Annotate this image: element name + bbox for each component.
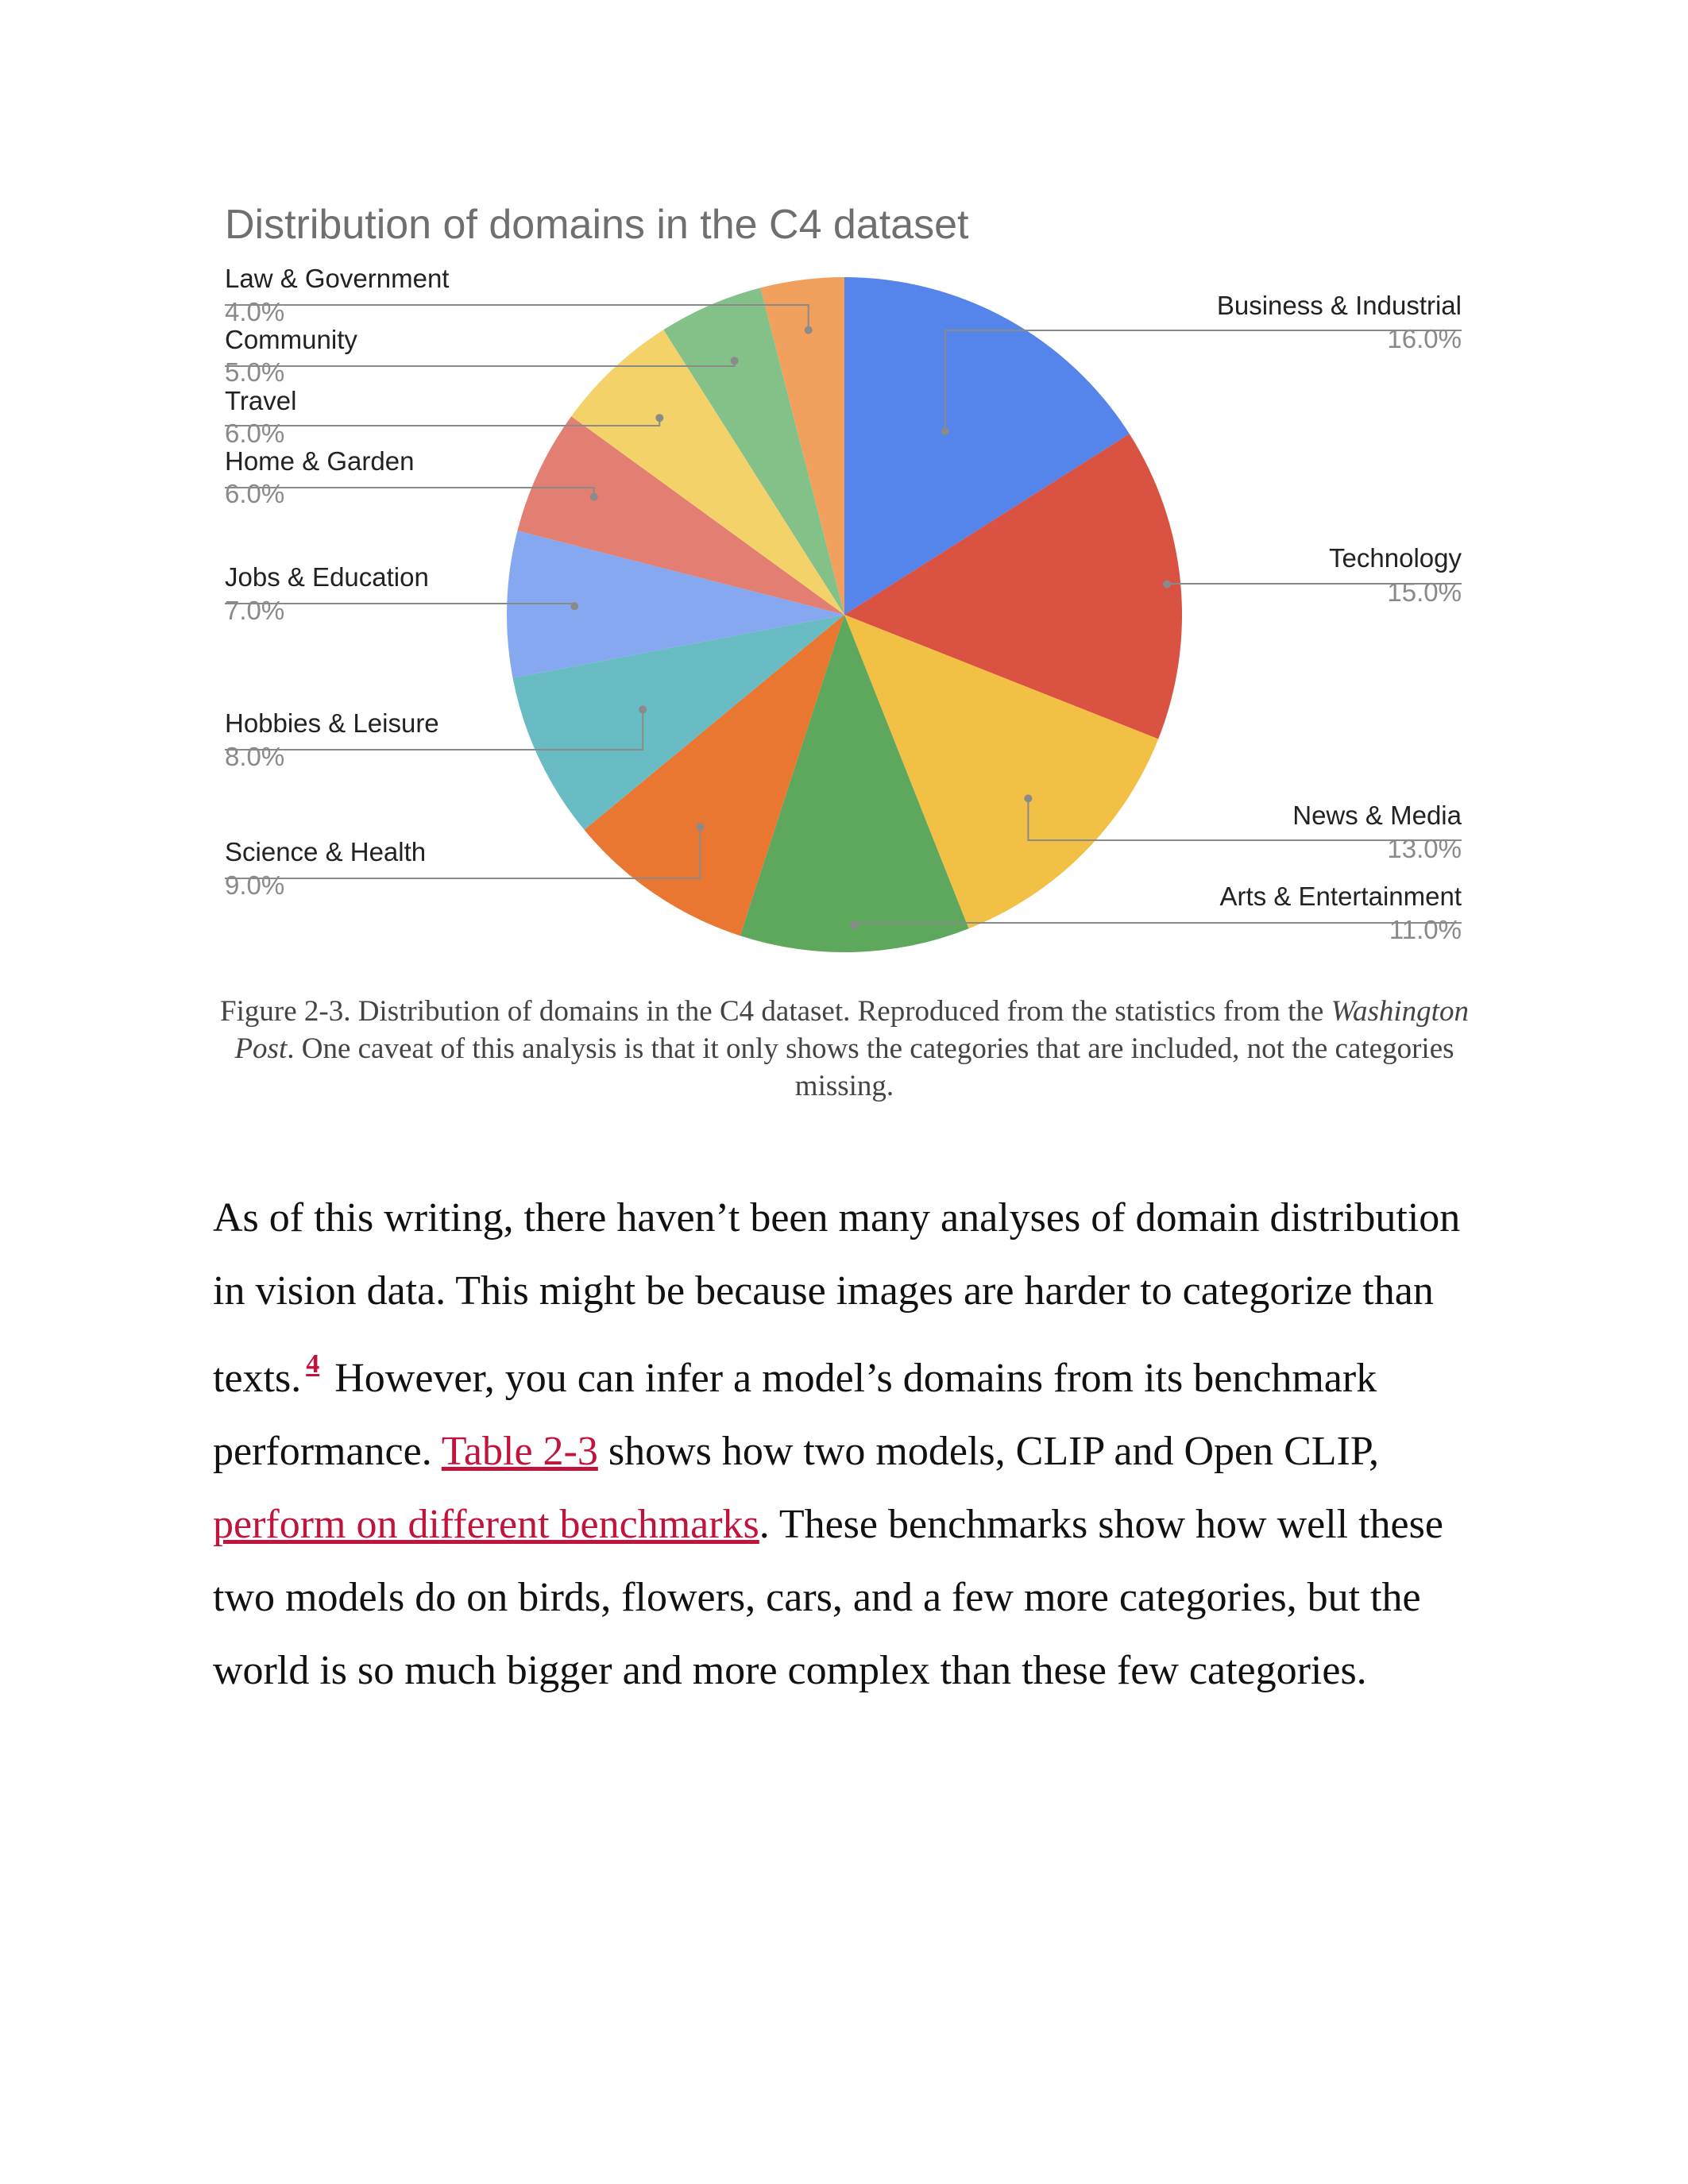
- slice-value-label: 9.0%: [225, 870, 285, 900]
- leader-dot: [805, 326, 813, 334]
- leader-dot: [1024, 794, 1032, 802]
- paragraph-text: As of this writing, there haven’t been many analyses of domain distribution in vision data. This might be because images are harder to categorize than texts.: [213, 1195, 1461, 1401]
- caption-source: Washington Post: [234, 995, 1469, 1065]
- body-paragraph: [213, 1182, 1500, 1707]
- slice-label: Law & Government: [225, 264, 450, 293]
- slice-value-label: 6.0%: [225, 479, 285, 508]
- leader-dot: [590, 493, 598, 501]
- paragraph-text-3: shows how two models, CLIP and Open CLIP,: [597, 1429, 1380, 1474]
- slice-label: News & Media: [1292, 801, 1462, 830]
- slice-value-label: 15.0%: [1387, 577, 1462, 607]
- slice-label: Jobs & Education: [225, 562, 429, 592]
- slice-value-label: 8.0%: [225, 742, 285, 771]
- paragraph-text-4: . These benchmarks show how well these two models do on birds, flowers, cars, and a few more categories, but the world is so much bigger and more complex than these few categories.: [213, 1502, 1443, 1693]
- caption-text-cont: . One caveat of this analysis is that it only shows the categories that are included, not the categories missing.: [287, 1032, 1454, 1102]
- pie-slices: [507, 277, 1182, 952]
- caption-text: Figure 2-3. Distribution of domains in the C4 dataset. Reproduced from the statistics from the: [220, 995, 1331, 1028]
- slice-label: Technology: [1329, 543, 1462, 573]
- benchmarks-link[interactable]: perform on different benchmarks: [213, 1502, 759, 1547]
- leader-dot: [941, 427, 949, 435]
- leader-dot: [850, 921, 858, 929]
- slice-label: Business & Industrial: [1216, 291, 1462, 320]
- slice-label: Hobbies & Leisure: [225, 708, 439, 738]
- slice-value-label: 13.0%: [1387, 834, 1462, 863]
- leader-dot: [731, 357, 739, 365]
- slice-value-label: 7.0%: [225, 596, 285, 625]
- slice-value-label: 5.0%: [225, 357, 285, 387]
- slice-label: Home & Garden: [225, 446, 415, 476]
- chart-title: Distribution of domains in the C4 dataset: [225, 202, 969, 248]
- leader-dot: [1163, 581, 1171, 588]
- figure-caption: [213, 993, 1476, 1105]
- slice-value-label: 4.0%: [225, 297, 285, 326]
- leader-dot: [570, 602, 578, 610]
- slice-label: Travel: [225, 386, 297, 415]
- slice-label: Science & Health: [225, 837, 427, 866]
- slice-value-label: 6.0%: [225, 419, 285, 448]
- slice-value-label: 16.0%: [1387, 324, 1462, 353]
- leader-dot: [696, 823, 704, 831]
- slice-value-label: 11.0%: [1389, 915, 1462, 944]
- paragraph-text-2: However, you can infer a model’s domains from its benchmark performance.: [213, 1356, 1377, 1474]
- pie-chart: [0, 0, 1688, 985]
- footnote-link[interactable]: 4: [306, 1349, 320, 1379]
- leader-dot: [655, 414, 663, 422]
- table-reference-link[interactable]: Table 2-3: [441, 1429, 598, 1474]
- leader-dot: [639, 705, 647, 713]
- slice-label: Community: [225, 325, 357, 354]
- slice-label: Arts & Entertainment: [1219, 882, 1462, 911]
